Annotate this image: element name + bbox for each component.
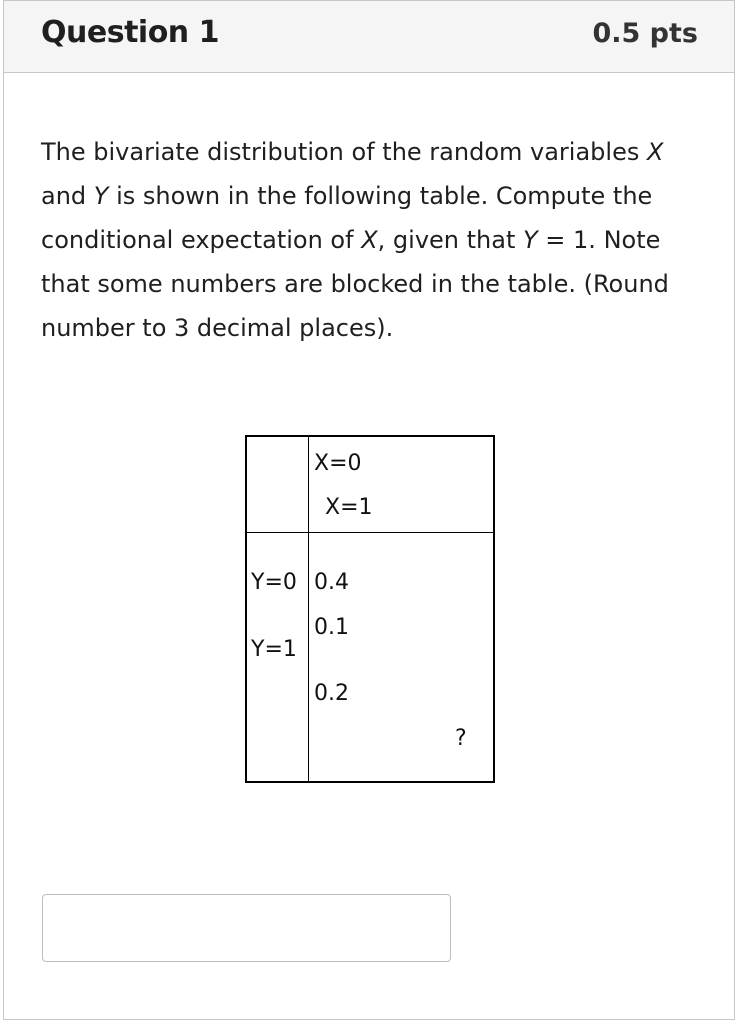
question-line-2: and Y is shown in the following table. Compute the [41, 182, 653, 210]
table-horizontal-divider [247, 532, 493, 533]
cell-x1-y1-blocked: ? [455, 726, 467, 751]
question-header [4, 1, 734, 73]
question-line-1: The bivariate distribution of the random variables X [41, 138, 664, 166]
cell-x0-y0: 0.4 [314, 570, 349, 595]
cell-x0-y1: 0.2 [314, 681, 349, 706]
question-line-4: that some numbers are blocked in the table. (Round [41, 270, 669, 298]
col-header-x1: X=1 [325, 495, 373, 520]
question-line-3: conditional expectation of X, given that Y = 1. Note [41, 226, 661, 254]
cell-x1-y0: 0.1 [314, 615, 349, 640]
answer-input[interactable] [42, 894, 451, 962]
table-vertical-divider [308, 437, 309, 781]
row-header-y0: Y=0 [251, 570, 297, 595]
question-points: 0.5 pts [592, 18, 698, 49]
probability-table [245, 435, 495, 783]
question-card [3, 0, 735, 1020]
question-title: Question 1 [41, 15, 219, 50]
question-line-5: number to 3 decimal places). [41, 314, 394, 342]
col-header-x0: X=0 [314, 451, 362, 476]
question-text [41, 130, 711, 350]
row-header-y1: Y=1 [251, 637, 297, 662]
